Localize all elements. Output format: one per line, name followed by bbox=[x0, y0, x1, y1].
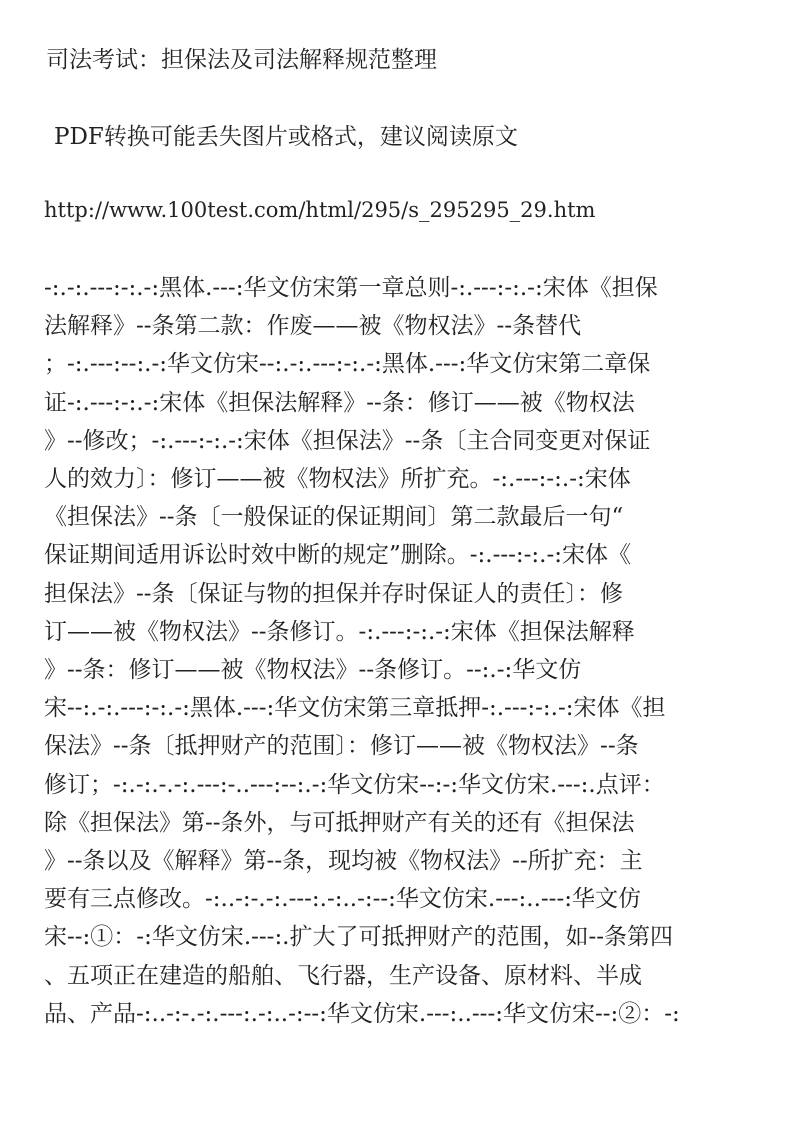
body-line: 订——被《物权法》--条修订。-:.---:-:.-:宋体《担保法解释 bbox=[44, 618, 635, 645]
body-line: 宋--:①：-:华文仿宋.---:.扩大了可抵押财产的范围，如--条第四 bbox=[44, 924, 674, 951]
body-line: 修订；-:.-:.-.-:.---:-..---:--:.-:华文仿宋--:-:华文仿宋.---:.点评： bbox=[44, 771, 665, 798]
body-line: 保法》--条〔抵押财产的范围〕：修订——被《物权法》--条 bbox=[44, 733, 639, 760]
body-line: ；-:.---:--:.-:华文仿宋--:.-:.---:-:.-:黑体.---:华文仿宋第二章保 bbox=[44, 351, 651, 378]
body-line: 宋--:.-:.---:-:.-:黑体.---:华文仿宋第三章抵押-:.---:-:.-:宋体《担 bbox=[44, 695, 666, 722]
body-line: 品、产品-:..-:-.-:.---:.-:..-:--:华文仿宋.---:..---:华文仿宋--:②：-: bbox=[44, 1000, 680, 1027]
body-line: 担保法》--条〔保证与物的担保并存时保证人的责任〕：修 bbox=[44, 580, 624, 607]
body-line: 保证期间适用诉讼时效中断的规定”删除。-:.---:-:.-:宋体《 bbox=[44, 542, 632, 569]
body-line: 要有三点修改。-:..-:-.-:.---:.-:..-:--:华文仿宋.---:..---:华文仿 bbox=[44, 886, 641, 913]
source-url: http://www.100test.com/html/295/s_295295_29.htm bbox=[44, 198, 596, 222]
body-text bbox=[44, 269, 760, 1033]
body-line: 证-:.---:-:.-:宋体《担保法解释》--条：修订——被《物权法 bbox=[44, 389, 635, 416]
body-line: 法解释》--条第二款：作废——被《物权法》--条替代 bbox=[44, 313, 582, 340]
document-title: 司法考试：担保法及司法解释规范整理 bbox=[46, 47, 437, 73]
body-line: 除《担保法》第--条外，与可抵押财产有关的还有《担保法 bbox=[44, 809, 635, 836]
body-line: -:.-:.---:-:.-:黑体.---:华文仿宋第一章总则-:.---:-:.-:宋体《担保 bbox=[44, 275, 658, 301]
body-line: 、五项正在建造的船舶、飞行器，生产设备、原材料、半成 bbox=[44, 962, 642, 989]
body-line: 《担保法》--条〔一般保证的保证期间〕第二款最后一句“ bbox=[44, 504, 624, 531]
conversion-notice: PDF转换可能丢失图片或格式，建议阅读原文 bbox=[54, 124, 518, 150]
body-line: 》--条以及《解释》第--条，现均被《物权法》--所扩充：主 bbox=[44, 848, 643, 875]
body-line: 》--条：修订——被《物权法》--条修订。--:.-:华文仿 bbox=[44, 657, 582, 684]
body-line: 》--修改；-:.---:-:.-:宋体《担保法》--条〔主合同变更对保证 bbox=[44, 427, 651, 454]
body-line: 人的效力〕：修订——被《物权法》所扩充。-:.---:-:.-:宋体 bbox=[44, 466, 631, 493]
